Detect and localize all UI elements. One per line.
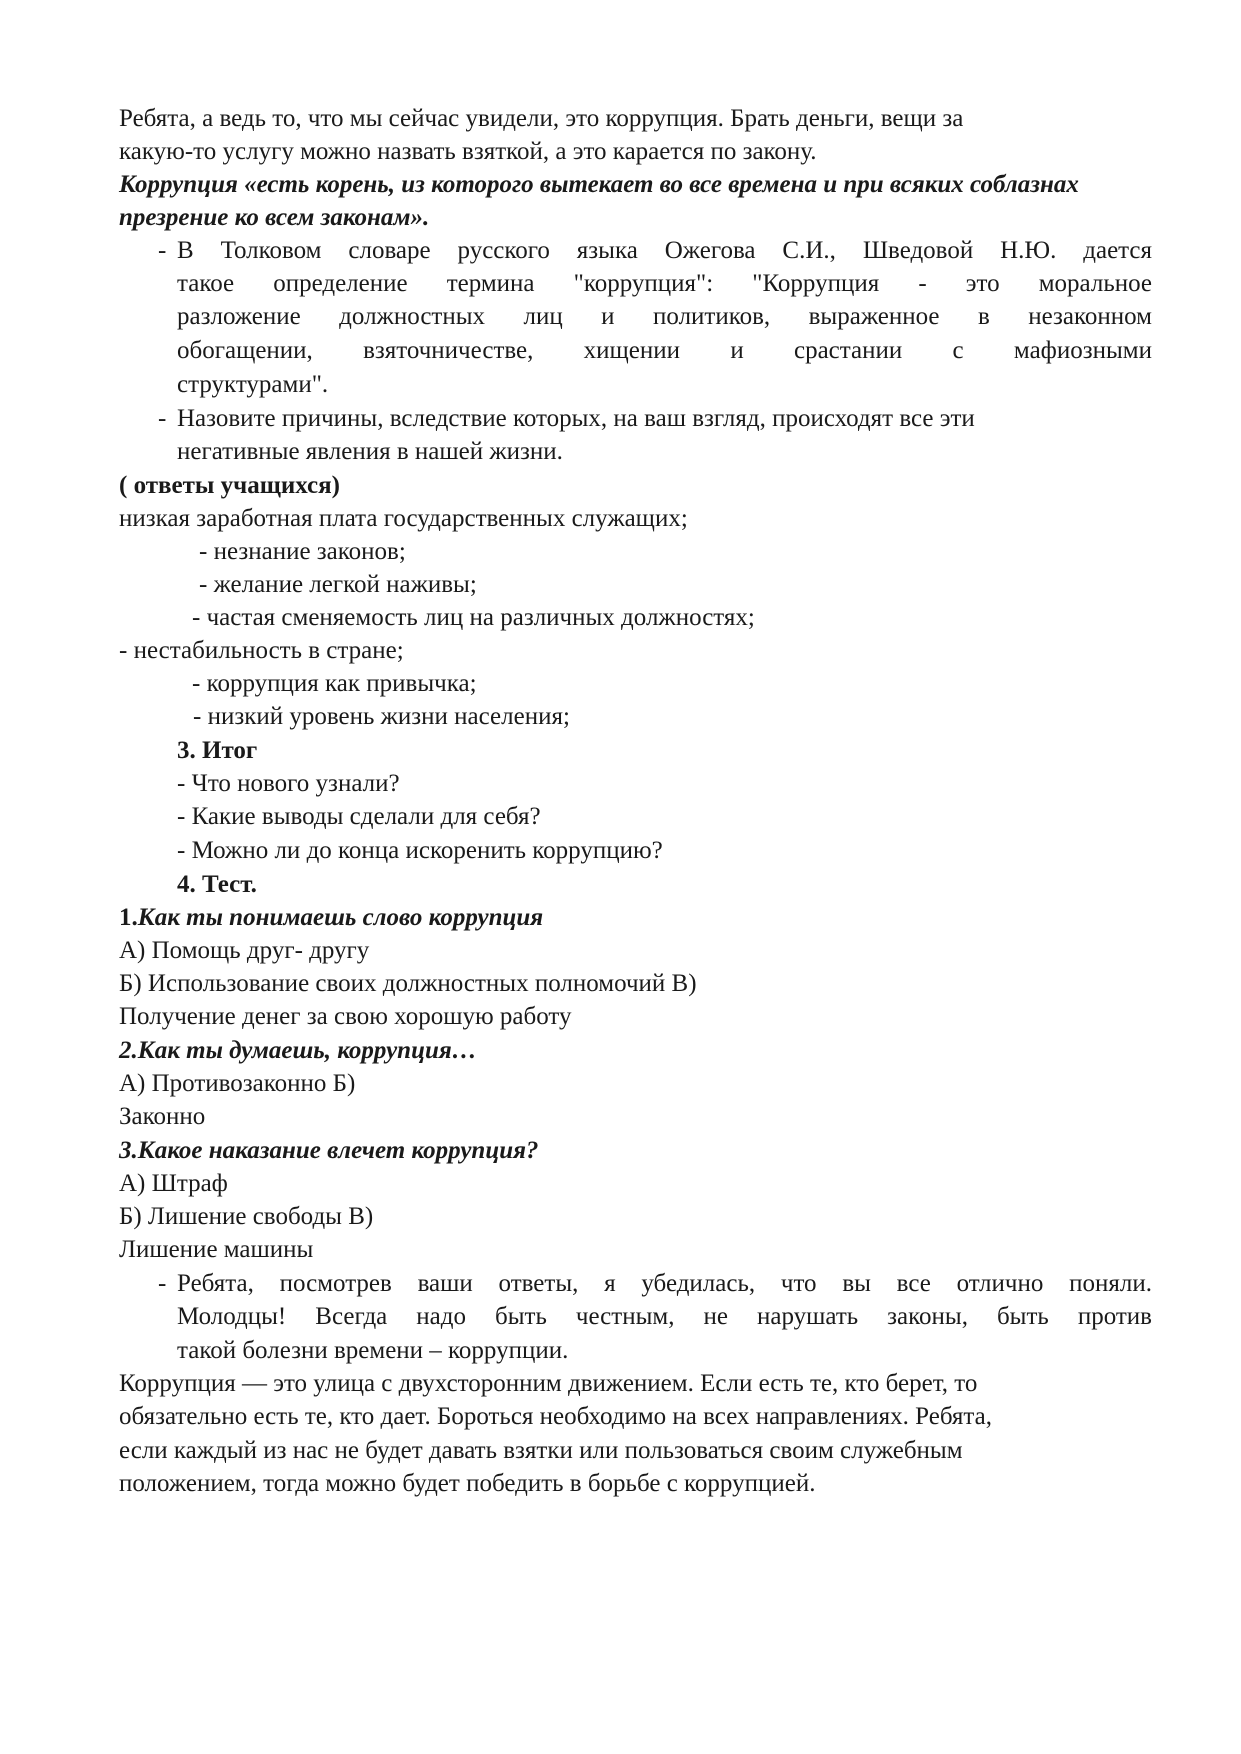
closing-dash: - [158, 1270, 167, 1297]
definition-line-1: В Толковом словаре русского языка Ожегова С.И., Шведовой Н.Ю. дается [177, 237, 1152, 264]
test-q3-option-line-3: Лишение машины [119, 1236, 314, 1263]
reason-item-6: - коррупция как привычка; [192, 670, 477, 697]
definition-line-4: обогащении, взяточничестве, хищении и срастании с мафиозными [177, 337, 1152, 364]
definition-line-5: структурами". [177, 371, 329, 398]
conclusion-line-3: если каждый из нас не будет давать взятки или пользоваться своим служебным [119, 1437, 963, 1464]
reason-item-7: - низкий уровень жизни населения; [193, 703, 570, 730]
conclusion-line-1: Коррупция — это улица с двухсторонним движением. Если есть те, кто берет, то [119, 1370, 978, 1397]
summary-question-1: - Что нового узнали? [177, 770, 400, 797]
summary-heading: 3. Итог [177, 737, 258, 764]
test-q3-option-line-1: А) Штраф [119, 1170, 228, 1197]
quote-line-2: презрение ко всем законам». [119, 204, 430, 231]
intro-line-1: Ребята, а ведь то, что мы сейчас увидели, это коррупция. Брать деньги, вещи за [119, 105, 964, 132]
answers-label: ( ответы учащихся) [119, 472, 341, 499]
conclusion-line-4: положением, тогда можно будет победить в борьбе с коррупцией. [119, 1470, 816, 1497]
test-q1-title [119, 901, 543, 934]
conclusion-line-2: обязательно есть те, кто дает. Бороться необходимо на всех направлениях. Ребята, [119, 1403, 992, 1430]
reason-item-5: - нестабильность в стране; [119, 637, 404, 664]
closing-line-1: Ребята, посмотрев ваши ответы, я убедилась, что вы все отлично поняли. [177, 1270, 1152, 1297]
test-q1-option-line-3: Получение денег за свою хорошую работу [119, 1003, 572, 1030]
test-q2-title: 2.Как ты думаешь, коррупция… [119, 1037, 477, 1064]
test-q1-number: 1. [119, 904, 138, 931]
question-dash: - [158, 405, 167, 432]
reason-item-2: - незнание законов; [199, 538, 406, 565]
reason-item-4: - частая сменяемость лиц на различных должностях; [192, 604, 755, 631]
test-q2-option-line-2: Законно [119, 1103, 206, 1130]
reason-item-1: низкая заработная плата государственных служащих; [119, 505, 688, 532]
test-q3-option-line-2: Б) Лишение свободы В) [119, 1203, 374, 1230]
intro-line-2: какую-то услугу можно назвать взяткой, а это карается по закону. [119, 138, 817, 165]
closing-line-3: такой болезни времени – коррупции. [177, 1337, 569, 1364]
definition-dash: - [158, 237, 167, 264]
test-q1-option-line-1: А) Помощь друг- другу [119, 937, 370, 964]
test-q1-option-line-2: Б) Использование своих должностных полномочий В) [119, 970, 697, 997]
quote-line-1: Коррупция «есть корень, из которого вытекает во все времена и при всяких соблазнах [119, 171, 1079, 198]
question-line-2: негативные явления в нашей жизни. [177, 438, 563, 465]
summary-question-2: - Какие выводы сделали для себя? [177, 803, 541, 830]
summary-question-3: - Можно ли до конца искоренить коррупцию? [177, 837, 663, 864]
closing-line-2: Молодцы! Всегда надо быть честным, не нарушать законы, быть против [177, 1303, 1152, 1330]
question-line-1: Назовите причины, вследствие которых, на ваш взгляд, происходят все эти [177, 405, 975, 432]
test-q2-option-line-1: А) Противозаконно Б) [119, 1070, 356, 1097]
definition-line-2: такое определение термина "коррупция": "Коррупция - это моральное [177, 270, 1152, 297]
test-q3-title: 3.Какое наказание влечет коррупция? [119, 1137, 539, 1164]
definition-line-3: разложение должностных лиц и политиков, выраженное в незаконном [177, 303, 1152, 330]
test-q1-text: Как ты понимаешь слово коррупция [137, 904, 544, 931]
test-heading: 4. Тест. [177, 871, 257, 898]
reason-item-3: - желание легкой наживы; [199, 571, 477, 598]
